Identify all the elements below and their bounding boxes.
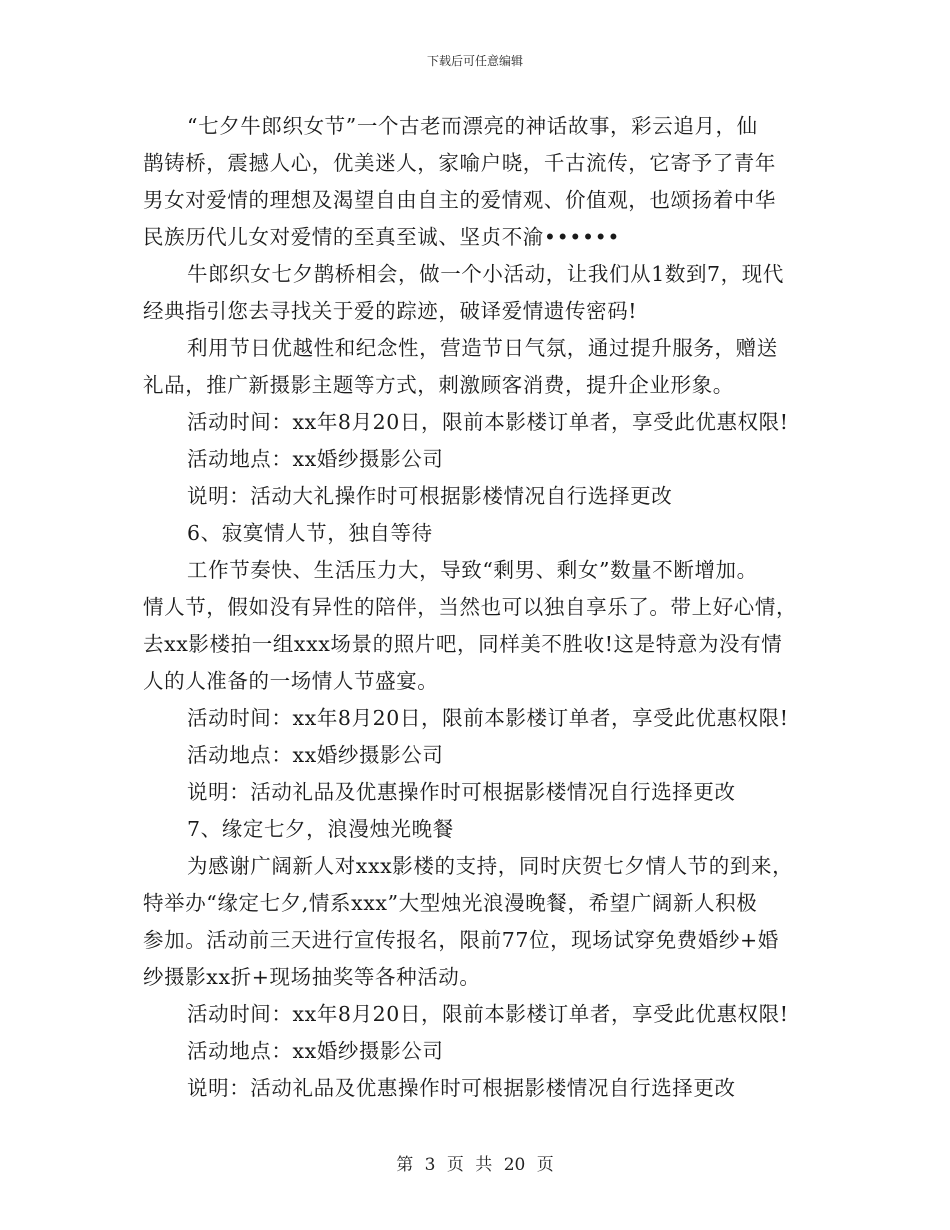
- text-line: 参加。活动前三天进行宣传报名，限前77位，现场试穿免费婚纱+婚: [143, 928, 779, 952]
- text-line: 牛郎织女七夕鹊桥相会，做一个小活动，让我们从1数到7，现代: [187, 262, 784, 286]
- text-line: 说明：活动大礼操作时可根据影楼情况自行选择更改: [187, 484, 673, 508]
- text-line: 工作节奏快、生活压力大，导致“剩男、剩女”数量不断增加。: [187, 558, 758, 582]
- text-line: 7、缘定七夕，浪漫烛光晚餐: [187, 817, 454, 841]
- text-line: 活动地点：xx婚纱摄影公司: [187, 743, 444, 767]
- text-line: 男女对爱情的理想及渴望自由自主的爱情观、价值观，也颂扬着中华: [143, 188, 776, 212]
- page-number-footer: 第 3 页 共 20 页: [396, 1155, 554, 1175]
- text-line: 纱摄影xx折+现场抽奖等各种活动。: [143, 965, 481, 989]
- text-line: 活动地点：xx婚纱摄影公司: [187, 1039, 444, 1063]
- text-line: 特举办“缘定七夕,情系xxx”大型烛光浪漫晚餐，希望广阔新人积极: [143, 891, 758, 915]
- text-line: 活动时间：xx年8月20日，限前本影楼订单者，享受此优惠权限!: [187, 1002, 789, 1026]
- document-body: [143, 108, 823, 1107]
- text-line: 活动时间：xx年8月20日，限前本影楼订单者，享受此优惠权限!: [187, 706, 789, 730]
- text-line: 活动时间：xx年8月20日，限前本影楼订单者，享受此优惠权限!: [187, 410, 789, 434]
- text-line: 鹊铸桥，震撼人心，优美迷人，家喻户晓，千古流传，它寄予了青年: [143, 151, 776, 175]
- text-line: 民族历代儿女对爱情的至真至诚、坚贞不渝••••••: [143, 225, 621, 249]
- text-line: 礼品，推广新摄影主题等方式，刺激顾客消费，提升企业形象。: [143, 373, 734, 397]
- text-line: “七夕牛郎织女节”一个古老而漂亮的神话故事，彩云追月，仙: [187, 114, 758, 138]
- text-line: 说明：活动礼品及优惠操作时可根据影楼情况自行选择更改: [187, 1076, 736, 1100]
- text-line: 人的人准备的一场情人节盛宴。: [143, 669, 439, 693]
- text-line: 情人节，假如没有异性的陪伴，当然也可以独自享乐了。带上好心情，: [143, 595, 798, 619]
- text-line: 活动地点：xx婚纱摄影公司: [187, 447, 444, 471]
- text-line: 6、寂寞情人节，独自等待: [187, 521, 433, 545]
- text-line: 利用节日优越性和纪念性，营造节日气氛，通过提升服务，赠送: [187, 336, 778, 360]
- text-line: 为感谢广阔新人对xxx影楼的支持，同时庆贺七夕情人节的到来，: [187, 854, 794, 878]
- text-line: 去xx影楼拍一组xxx场景的照片吧，同样美不胜收!这是特意为没有情: [143, 632, 783, 656]
- text-line: 说明：活动礼品及优惠操作时可根据影楼情况自行选择更改: [187, 780, 736, 804]
- text-line: 经典指引您去寻找关于爱的踪迹，破译爱情遗传密码!: [143, 299, 638, 323]
- page-header: 下载后可任意编辑: [426, 54, 523, 68]
